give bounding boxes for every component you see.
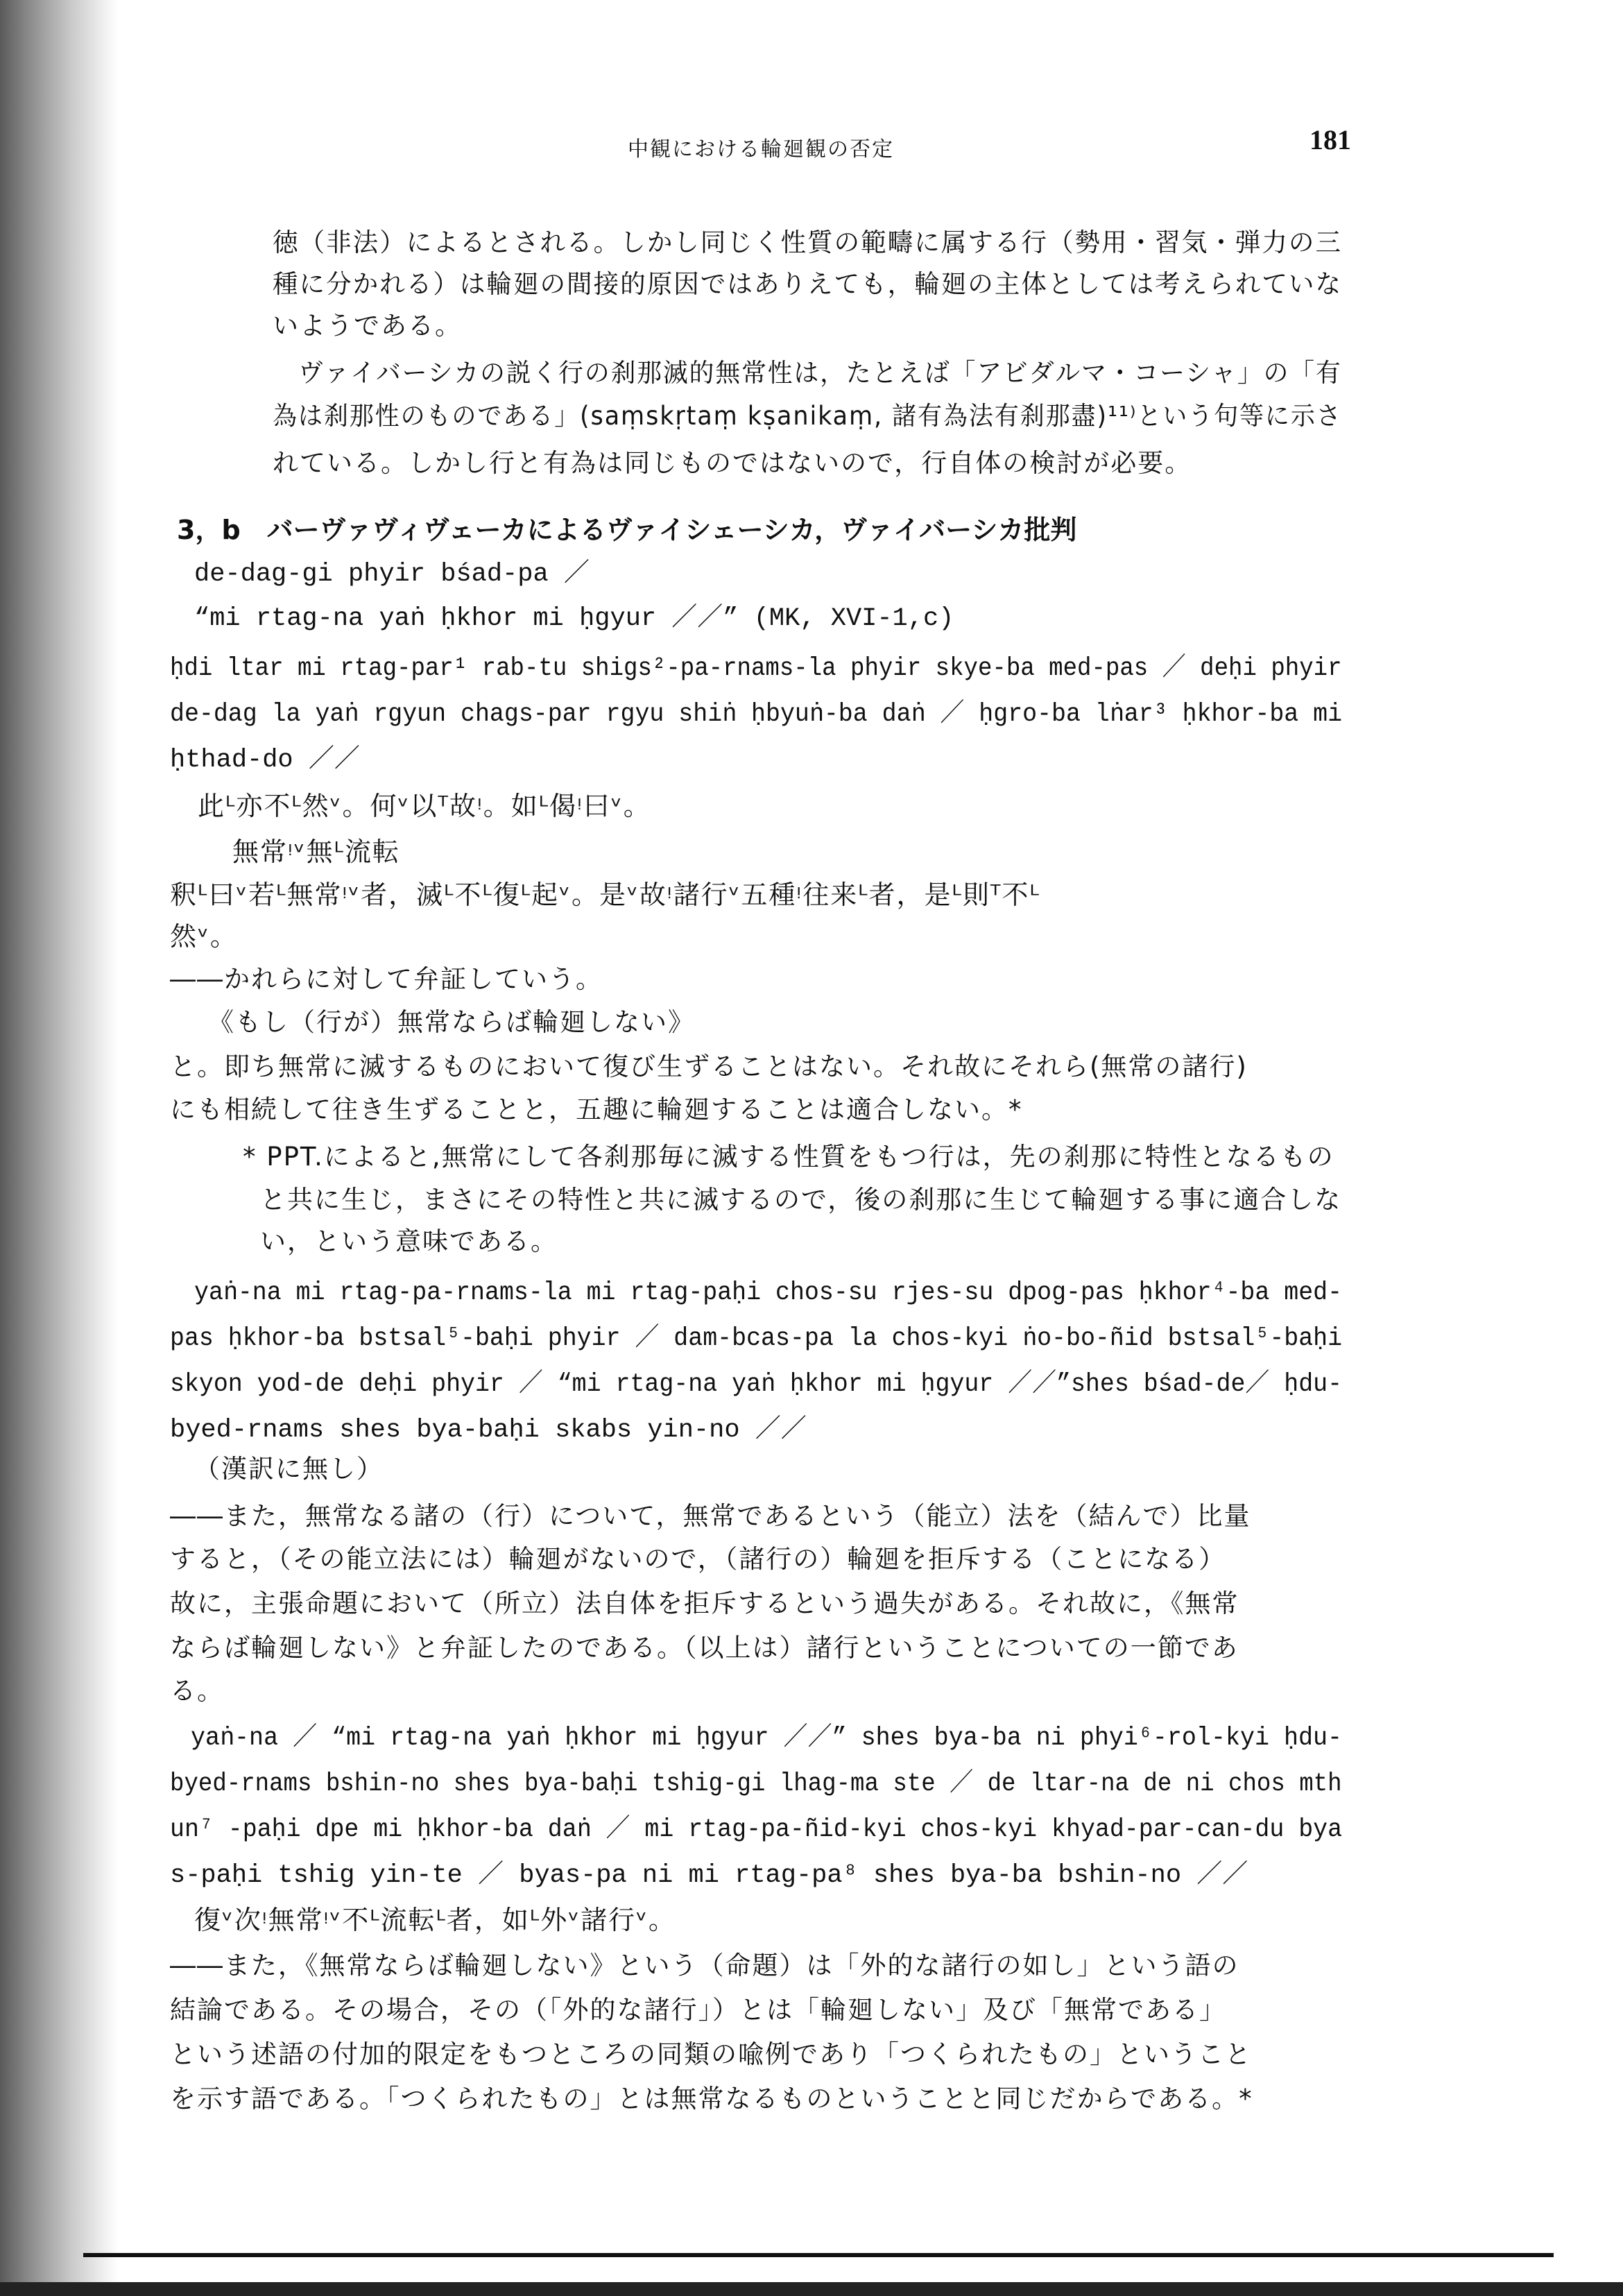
text-line: すると，（その能立法には）輪廻がないので，（諸行の）輪廻を拒斥する（ことになる） — [170, 1544, 1226, 1574]
text-line: “mi rtag-na yaṅ ḥkhor mi ḥgyur ／／” (MK, XVI-1,c) — [194, 604, 954, 633]
text-line: s-paḥi tshig yin-te ／ byas-pa ni mi rtag-pa⁸ shes bya-ba bshin-no ／／ — [170, 1861, 1248, 1890]
text-line: de-dag la yaṅ rgyun chags-par rgyu shiṅ ḥbyuṅ-ba daṅ ／ ḥgro-ba lṅar³ ḥkhor-ba mi — [170, 700, 1343, 729]
page-number: 181 — [1309, 124, 1351, 155]
text-line: 釈ᴸ曰ᵛ若ᴸ無常ᵎᵛ者，滅ᴸ不ᴸ復ᴸ起ᵛ。是ᵛ故ᵎ諸行ᵛ五種ᵎ往来ᴸ者，是ᴸ則ᵀ不ᴸ — [170, 880, 1040, 910]
text-line: de-dag-gi phyir bśad-pa ／ — [194, 560, 590, 589]
text-line: ヴァイバーシカの説く行の刹那滅的無常性は，たとえば「アビダルマ・コーシャ」の「有 — [298, 358, 1342, 388]
text-line: ならば輪廻しない》と弁証したのである。（以上は）諸行ということについての一節であ — [170, 1633, 1239, 1663]
text-line: と共に生じ，まさにその特性と共に滅するので，後の刹那に生じて輪廻する事に適合しな — [260, 1185, 1342, 1215]
text-line: 故に，主張命題において（所立）法自体を拒斥するという過失がある。それ故に，《無常 — [170, 1588, 1239, 1618]
book-spine-shadow — [0, 0, 118, 2296]
text-line: を示す語である。「つくられたもの」とは無常なるものということと同じだからである。* — [170, 2084, 1253, 2114]
text-line: という述語の付加的限定をもつところの同類の喩例であり「つくられたもの」ということ — [170, 2039, 1252, 2069]
scan-bottom-edge — [0, 2282, 1623, 2296]
text-line: と。即ち無常に滅するものにおいて復び生ずることはない。それ故にそれら(無常の諸行) — [170, 1052, 1248, 1081]
text-line: 然ᵛ。 — [170, 921, 238, 952]
text-line: pas ḥkhor-ba bstsal⁵-baḥi phyir ／ dam-bcas-pa la chos-kyi ṅo-bo-ñid bstsal⁵-baḥi — [170, 1324, 1343, 1353]
text-line: る。 — [170, 1676, 224, 1706]
text-line: い，という意味である。 — [260, 1226, 558, 1256]
text-line: 此ᴸ亦不ᴸ然ᵛ。何ᵛ以ᵀ故ᵎ。如ᴸ偈ᵎ曰ᵛ。 — [198, 791, 651, 821]
text-line: skyon yod-de deḥi phyir ／ “mi rtag-na yaṅ ḥkhor mi ḥgyur ／／”shes bśad-de／ ḥdu- — [170, 1370, 1343, 1399]
text-line: ――また，《無常ならば輪廻しない》という（命題）は「外的な諸行の如し」という語の — [170, 1951, 1239, 1980]
text-line: 復ᵛ次ᵎ無常ᵎᵛ不ᴸ流転ᴸ者，如ᴸ外ᵛ諸行ᵛ。 — [194, 1905, 676, 1935]
text-line: ḥthad-do ／／ — [170, 746, 360, 775]
page-bottom-rule — [83, 2253, 1554, 2257]
text-line: byed-rnams bshin-no shes bya-baḥi tshig-gi lhag-ma ste ／ de ltar-na de ni chos mth — [170, 1770, 1342, 1799]
text-line: 徳（非法）によるとされる。しかし同じく性質の範疇に属する行（勢用・習気・弾力の三 — [273, 228, 1342, 257]
text-line: （漢訳に無し） — [194, 1454, 384, 1484]
text-line: ――かれらに対して弁証していう。 — [170, 964, 603, 994]
text-line: いようである。 — [273, 311, 462, 341]
text-line: yaṅ-na mi rtag-pa-rnams-la mi rtag-paḥi chos-su rjes-su dpog-pas ḥkhor⁴-ba med- — [194, 1278, 1343, 1308]
text-line: 種に分かれる）は輪廻の間接的原因ではありえても，輪廻の主体としては考えられていな — [273, 269, 1342, 299]
text-line: 為は刹那性のものである」(saṃskṛtaṃ kṣanikaṃ, 諸有為法有刹那盡)¹¹⁾という句等に示さ — [273, 401, 1342, 431]
running-head: 中観における輪廻観の否定 — [628, 137, 894, 162]
text-line: 無常ᵎᵛ無ᴸ流転 — [232, 837, 400, 867]
text-line: byed-rnams shes bya-baḥi skabs yin-no ／／ — [170, 1416, 807, 1445]
text-line: ḥdi ltar mi rtag-par¹ rab-tu shigs²-pa-rnams-la phyir skye-ba med-pas ／ deḥi phyir — [170, 654, 1342, 683]
text-line: ――また，無常なる諸の（行）について，無常であるという（能立）法を（結んで）比量 — [170, 1501, 1251, 1531]
text-line: * PPT.によると,無常にして各刹那毎に滅する性質をもつ行は，先の刹那に特性となるもの — [243, 1142, 1334, 1172]
text-line: 3，b バーヴァヴィヴェーカによるヴァイシェーシカ，ヴァイバーシカ批判 — [177, 515, 1077, 545]
text-line: yaṅ-na ／ “mi rtag-na yaṅ ḥkhor mi ḥgyur ／／” shes bya-ba ni phyi⁶-rol-kyi ḥdu- — [191, 1724, 1343, 1753]
text-line: 結論である。その場合，その（「外的な諸行」）とは「輪廻しない」及び「無常である」 — [170, 1995, 1226, 2025]
text-line: れている。しかし行と有為は同じものではないので，行自体の検討が必要。 — [273, 448, 1192, 478]
text-line: 《もし（行が）無常ならば輪廻しない》 — [208, 1007, 695, 1037]
text-line: un⁷ -paḥi dpe mi ḥkhor-ba daṅ ／ mi rtag-pa-ñid-kyi chos-kyi khyad-par-can-du bya — [170, 1815, 1343, 1844]
text-line: にも相続して往き生ずることと，五趣に輪廻することは適合しない。* — [170, 1095, 1023, 1124]
